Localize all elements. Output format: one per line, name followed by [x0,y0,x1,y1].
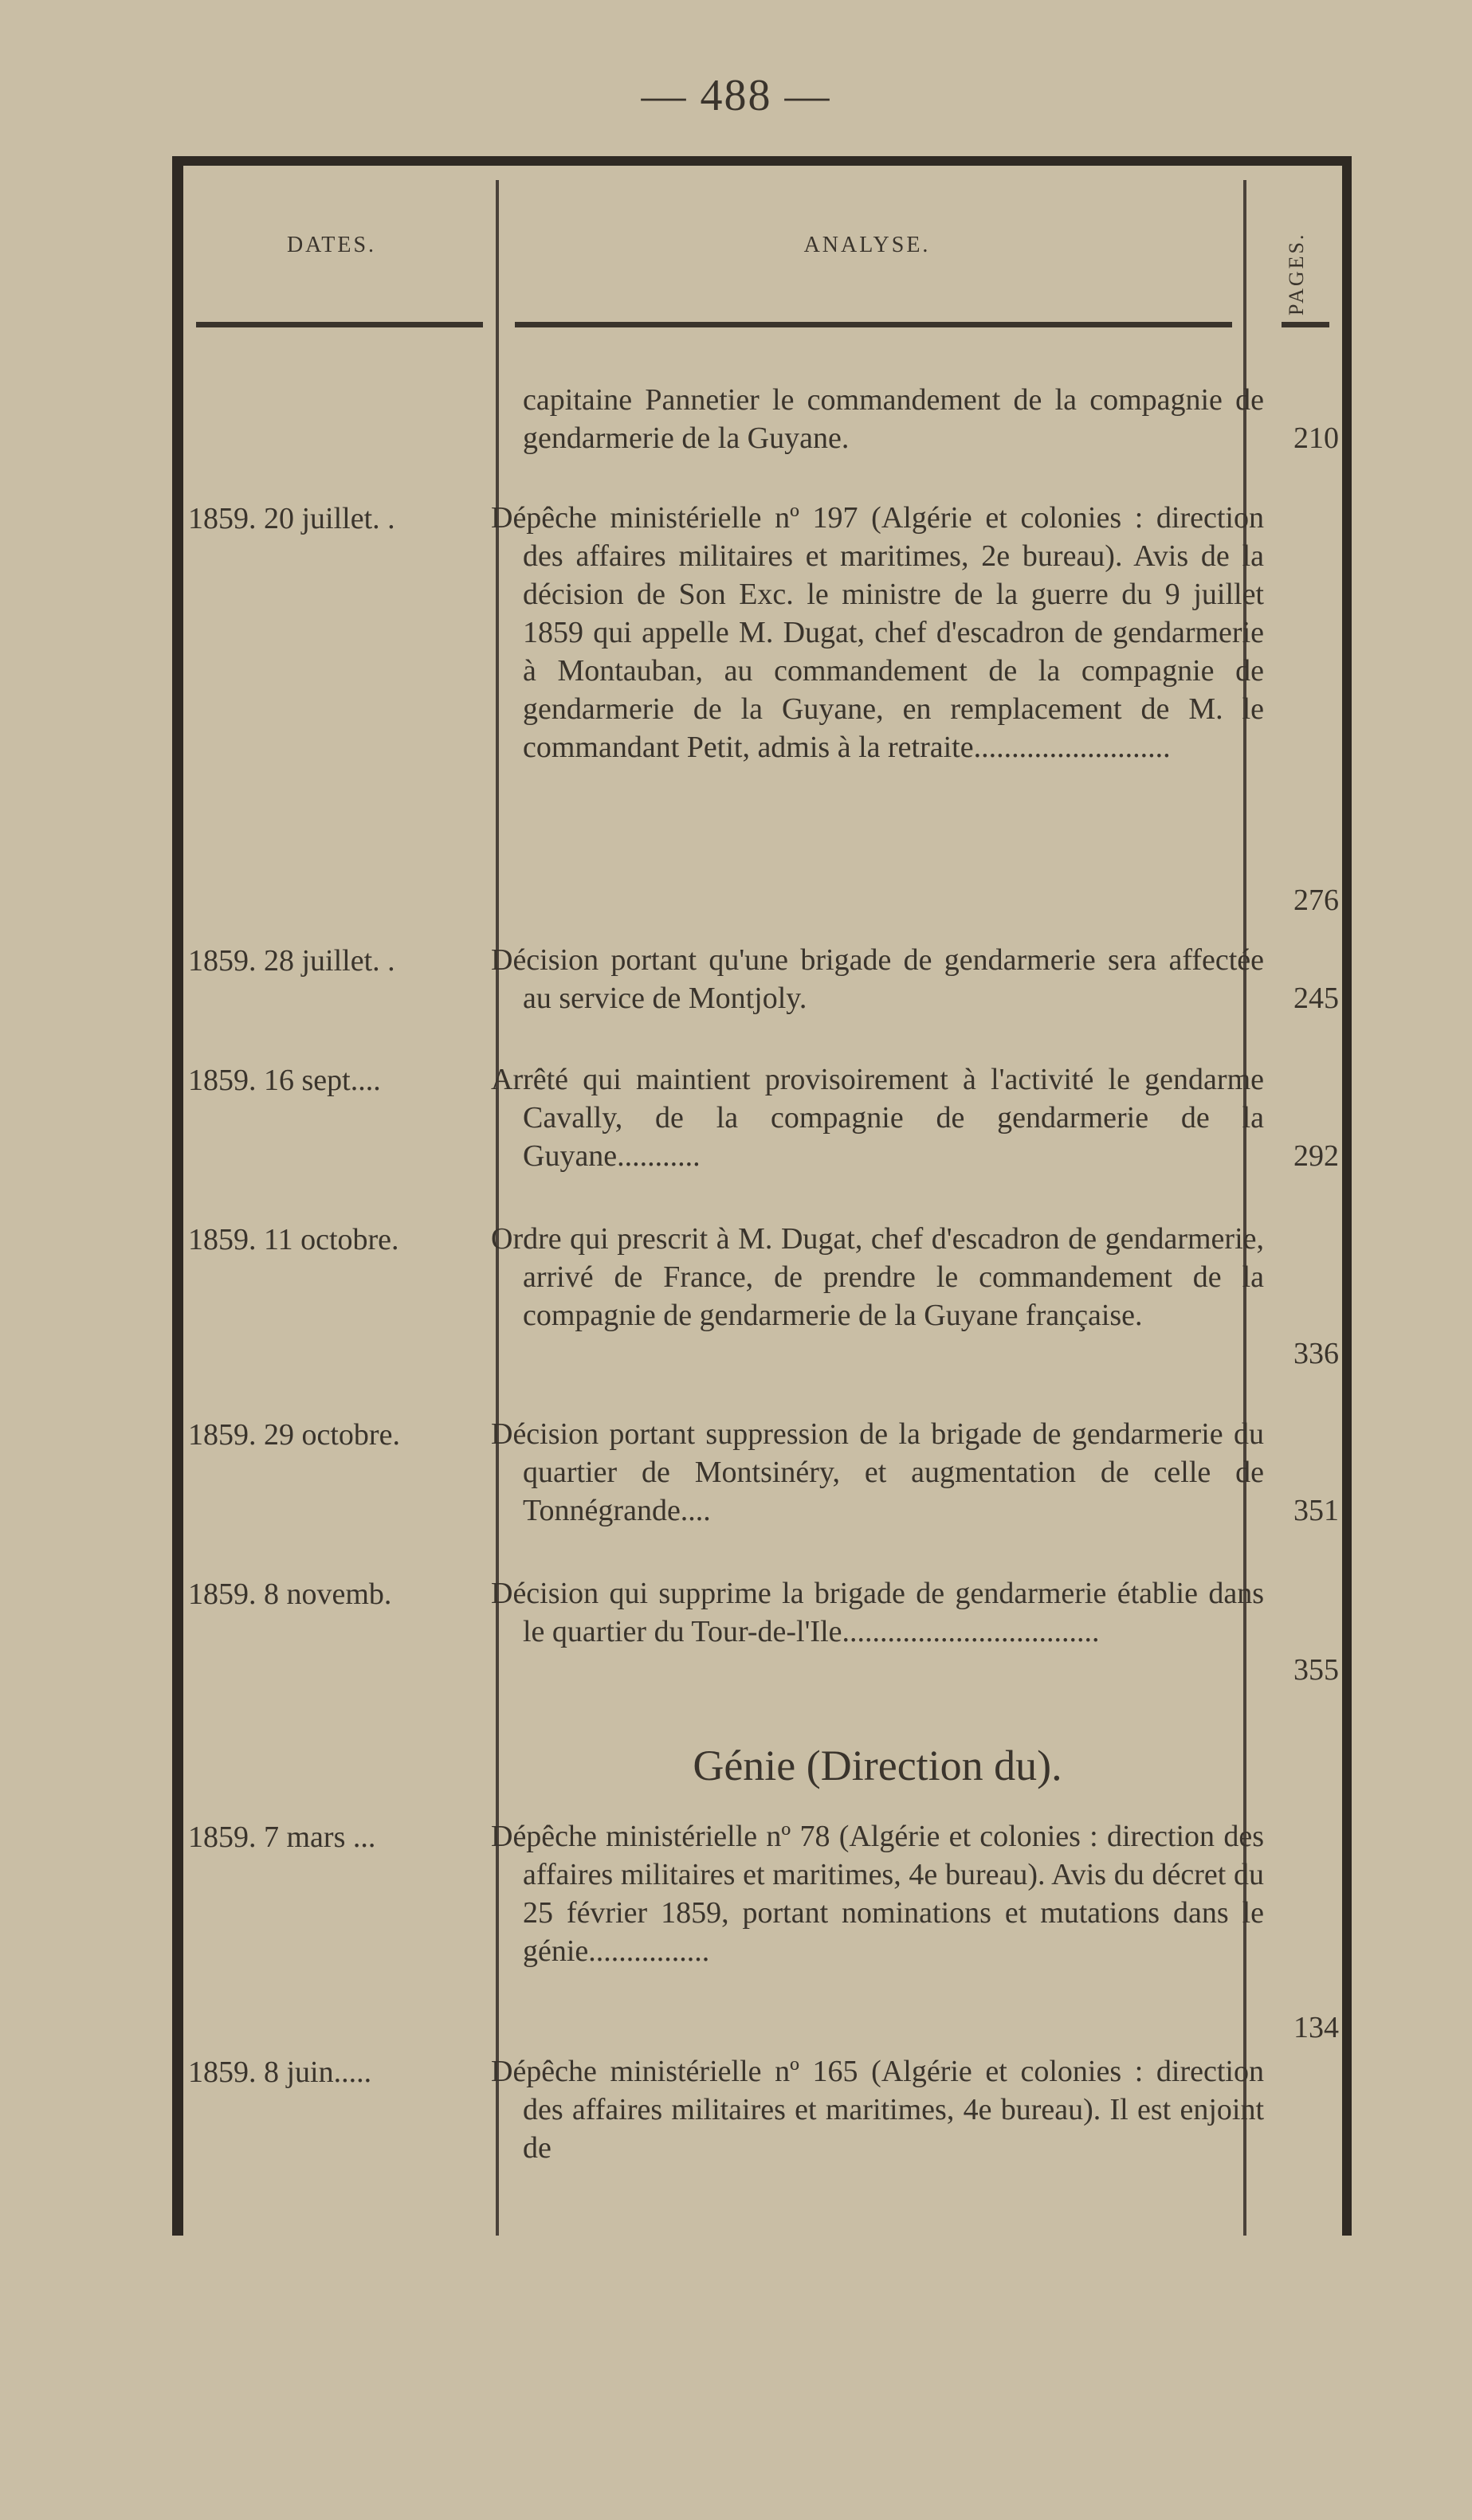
header-analysis: ANALYSE. [803,233,931,257]
header-rule-dates [196,322,483,327]
table-top-rule [172,156,1352,166]
entry-page: 355 [1293,1653,1339,1687]
entry-date: 1859. 29 octobre. [188,1418,400,1452]
entry-page: 134 [1293,2011,1339,2044]
entry-date: 1859. 8 novemb. [188,1577,392,1611]
header-rule-pages [1282,322,1329,327]
index-table [172,156,1352,2236]
entry-analysis: Dépêche ministérielle nº 197 (Algérie et colonies : direction des affaires militaires et maritimes, 2e bureau). Avis de la décision de Son Exc. le ministre de la guerre du 9 juillet 1859 qui appelle M. Dugat, chef d'escadron de gendarmerie à Montauban, au commandement de la compagnie de gendarmerie de la Guyane, en remplacement de M. le commandant Petit, admis à la retraite.......................... [491,501,1264,764]
entry-page: 336 [1293,1337,1339,1370]
entry-analysis: Décision qui supprime la brigade de gendarmerie établie dans le quartier du Tour-de-l'Ile.................................. [491,1577,1264,1648]
header-pages: PAGES. [1285,232,1308,315]
entry-date: 1859. 28 juillet. . [188,944,395,978]
entry-date: 1859. 20 juillet. . [188,502,395,535]
entry-page: 276 [1293,884,1339,917]
entry-analysis: capitaine Pannetier le commandement de la compagnie de gendarmerie de la Guyane. [523,383,1264,455]
entry-page: 245 [1293,982,1339,1015]
entry-analysis: Décision portant qu'une brigade de gendarmerie sera affectée au service de Montjoly. [491,943,1264,1015]
entry-analysis: Ordre qui prescrit à M. Dugat, chef d'escadron de gendarmerie, arrivé de France, de prendre le commandement de la compagnie de gendarmerie de la Guyane française. [491,1222,1264,1332]
header-dates: DATES. [286,233,377,257]
entry-analysis: Arrêté qui maintient provisoirement à l'activité le gendarme Cavally, de la compagnie de gendarmerie de la Guyane........... [491,1063,1264,1173]
entry-analysis: Décision portant suppression de la brigade de gendarmerie du quartier de Montsinéry, et augmentation de celle de Tonnégrande.... [491,1417,1264,1527]
entry-page: 351 [1293,1494,1339,1527]
entry-page: 210 [1293,421,1339,455]
entry-date: 1859. 11 octobre. [188,1223,399,1256]
page-number: — 488 — [641,71,831,120]
entry-date: 1859. 8 juin..... [188,2056,372,2089]
entry-date: 1859. 16 sept.... [188,1064,381,1097]
entry-date: 1859. 7 mars ... [188,1820,376,1854]
table-right-rule [1342,156,1352,2236]
table-left-rule [172,156,183,2236]
entry-analysis: Dépêche ministérielle nº 165 (Algérie et colonies : direction des affaires militaires et maritimes, 4e bureau). Il est enjoint de [491,2055,1264,2165]
entry-page: 292 [1293,1139,1339,1173]
header-rule-analysis [515,322,1232,327]
entry-analysis: Dépêche ministérielle nº 78 (Algérie et colonies : direction des affaires militaires et maritimes, 4e bureau). Avis du décret du 25 février 1859, portant nominations et mutations dans le génie................ [491,1820,1264,1968]
section-heading: Génie (Direction du). [693,1742,1062,1789]
